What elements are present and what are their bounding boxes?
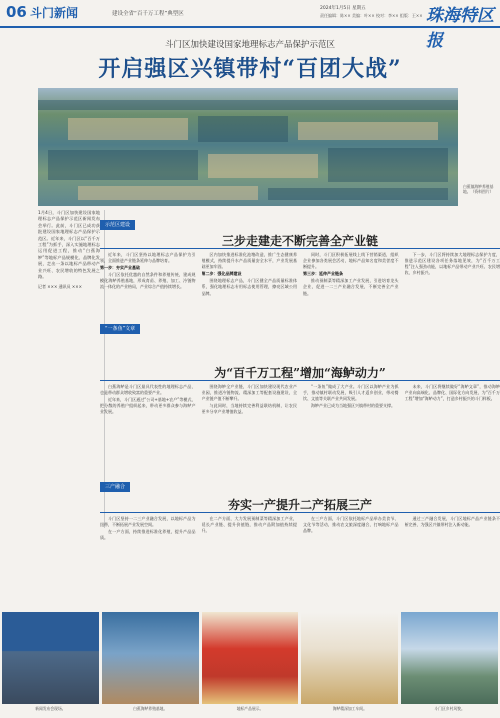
article-column xyxy=(303,516,399,606)
photo-caption: 地标产品展示。 xyxy=(236,706,264,711)
hero-aerial-photo xyxy=(38,88,458,206)
article-column xyxy=(405,252,500,314)
processing-photo xyxy=(301,612,398,704)
paragraph: 斗门区依托优越的自然条件和养殖传统，建成规模化海鲈养殖基地，形成育苗、养殖、加工、冷链物流一体化的产业格局，产业综合产值持续增长。 xyxy=(100,272,196,290)
paragraph: 近年来，斗门区通过“公司+基地+农户”等模式，把分散的养殖户组织起来，带动更多群众参与海鲈产业发展。 xyxy=(100,397,196,415)
section-body xyxy=(100,516,500,606)
article-column xyxy=(202,516,298,606)
photo-caption: 海鲈精深加工车间。 xyxy=(332,706,367,711)
article-column xyxy=(405,516,500,606)
paragraph: 在三产方面，斗门区依托地标产品举办美食节、文化节等活动，推动农文旅深度融合，打响地标产品品牌。 xyxy=(303,516,399,534)
press-conference-photo xyxy=(2,612,99,704)
fish-pond-photo xyxy=(102,612,199,704)
section-rule xyxy=(100,248,500,249)
section-rule xyxy=(100,380,500,381)
section-tag: 示范区建设 xyxy=(100,220,135,230)
paragraph: 在一产方面，持续推进标准化养殖，提升产品品质。 xyxy=(100,529,196,541)
newspaper-logo: 珠海特区报 xyxy=(426,6,494,51)
article-column xyxy=(100,516,196,606)
paragraph: 斗门区坚持一二三产业融合发展，以地标产品为纽带，不断拓展产业发展空间。 xyxy=(100,516,196,528)
main-headline: 开启强区兴镇带村“百团大战” xyxy=(98,56,402,82)
paragraph: 围绕地理标志产品，斗门区健全产品质量标准体系，强化地理标志专用标志使用管理，擦亮区域公用品牌。 xyxy=(201,278,297,296)
subheading: 第三步：延伸产业链条 xyxy=(303,271,343,277)
paragraph: 推动预制菜等精深加工产业发展，引进培育龙头企业，促进一二三产业融合发展，不断完善全产业链。 xyxy=(303,278,399,296)
paragraph: 近年来，斗门区坚持以地理标志产品保护为引领，全面推进产业链条延伸与品牌培育。 xyxy=(100,252,196,264)
paragraph: 未来，斗门区将继续做好“海鲈文章”，推动海鲈产业向高端化、品牌化、国际化方向发展，为“百千万工程”增加“海鲈动力”，打造乡村振兴的斗门样板。 xyxy=(404,384,500,402)
photo-caption: 白蕉海鲈养殖基地。 xyxy=(133,706,168,711)
paragraph: 在二产方面，大力发展预制菜等精深加工产业，延长产业链、提升价值链，推动产品附加值持续提升。 xyxy=(201,516,297,534)
page-section-name: 斗门新闻 xyxy=(30,6,79,20)
photo-captions xyxy=(0,706,500,712)
subheading: 第一步：夯实产业基础 xyxy=(100,265,140,271)
article-column xyxy=(405,384,500,474)
article-column xyxy=(303,384,399,474)
village-photo xyxy=(401,612,498,704)
lead-paragraph xyxy=(38,210,100,291)
paragraph: 区内加快推进标准化池塘改造，推广生态健康养殖模式，持续提升水产品质量安全水平，产业发展基础更加牢固。 xyxy=(201,252,297,270)
section-body xyxy=(100,252,500,314)
photo-caption: 斗门区乡村风貌。 xyxy=(434,706,465,711)
paragraph: “一条鱼”做成了大产业。斗门区以海鲈产业为抓手，推动镇村联动发展，吸引人才返乡创业，带动餐饮、文旅等关联产业共同发展。 xyxy=(303,384,399,402)
paragraph: 白蕉海鲈是斗门区最具代表性的地理标志产品，也是带动群众增收致富的重要产业。 xyxy=(100,384,196,396)
paragraph: 通过三产融合发展，斗门区地标产品产业链条不断完善，为强区兴镇带村注入新动能。 xyxy=(404,516,500,528)
section-title: 三步走建走不断完善全产业链 xyxy=(221,234,378,248)
photo-strip xyxy=(0,612,500,704)
paragraph: 海鲈产业已成为当地强区兴镇带村的重要支撑。 xyxy=(311,403,395,409)
headline-kicker: 斗门区加快建设国家地理标志产品保护示范区 xyxy=(164,40,335,50)
article-column xyxy=(202,384,298,474)
paragraph: 下一步，斗门区将持续加大地理标志保护力度，推进示范区建设各项任务落地见效，为“百千万工程”注入强劲动能，以地标产品带动产业兴旺、农民增收、乡村振兴。 xyxy=(404,252,500,276)
page-topic: 建设全省“百千万工程”典型区 xyxy=(112,11,184,17)
section-tag: “一条鱼”文章 xyxy=(100,324,140,334)
section-tag: 三产融合 xyxy=(100,482,130,492)
editors-line: 责任编辑：陈×× 美编：叶×× 校对：李×× 组版：王×× xyxy=(320,13,423,18)
byline: 记者 ××× 通讯员 ××× xyxy=(38,284,82,290)
article-column xyxy=(100,384,196,474)
article-column xyxy=(303,252,399,314)
paragraph: 与此同时，当地持续完善利益联结机制，让农民更多分享产业增值收益。 xyxy=(201,403,297,415)
hero-photo-caption: 白蕉镇海鲈养殖基地。（资料图片） xyxy=(463,184,494,194)
subheading: 第二步：强化品牌建设 xyxy=(201,271,242,277)
article-column xyxy=(202,252,298,314)
section-title: 夯实一产提升二产拓展三产 xyxy=(227,498,372,512)
page-number: 06 xyxy=(6,3,27,21)
product-photo xyxy=(202,612,299,704)
photo-caption: 新闻发布会现场。 xyxy=(35,706,66,711)
issue-date: 2024年1月5日 星期五 xyxy=(320,6,366,11)
article-column xyxy=(100,252,196,314)
paragraph: 同时，斗门区积极拓展线上线下营销渠道，组织企业参加各类展会活动，地标产品知名度和美誉度不断提升。 xyxy=(303,252,399,270)
lead-text: 1月4日，斗门区加快建设国家地理标志产品保护示范区新闻发布会举行。此前，斗门区已成功获批建设国家地理标志产品保护示范区。近年来，斗门区以“百千万工程”为抓手，深入实施地理标志运用促进工程，推动“白蕉海鲈”等地标产品规模化、品牌化发展，走出一条以地标产品带动产业兴旺、农民增收的特色发展之路。 xyxy=(38,210,100,280)
section-title: 为“百千万工程”增加“海鲈动力” xyxy=(214,366,386,380)
section-body xyxy=(100,384,500,474)
section-rule xyxy=(100,512,500,513)
paragraph: 围绕海鲈全产业链，斗门区加快建设现代农业产业园，推进冷链物流、精深加工等配套设施建设，全产业链产值不断攀升。 xyxy=(201,384,297,402)
